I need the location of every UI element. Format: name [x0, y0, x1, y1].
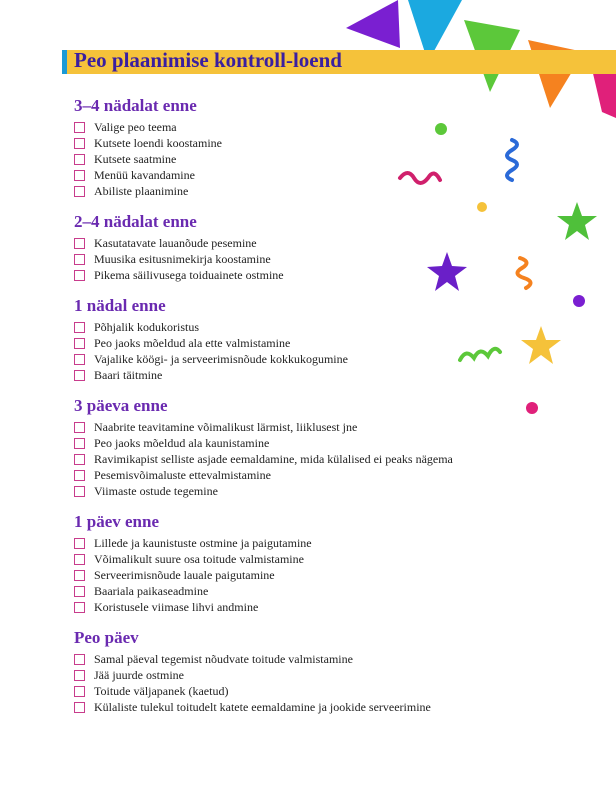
checkbox[interactable]	[74, 470, 85, 481]
checkbox[interactable]	[74, 170, 85, 181]
checklist-item-label: Võimalikult suure osa toitude valmistamine	[94, 552, 304, 566]
checklist-item	[74, 599, 554, 615]
checklist-item	[74, 683, 554, 699]
checklist-section	[74, 627, 554, 715]
checkbox[interactable]	[74, 670, 85, 681]
confetti-dot	[573, 295, 585, 307]
checklist-item-label: Toitude väljapanek (kaetud)	[94, 684, 229, 698]
checklist-item	[74, 535, 554, 551]
checklist-item	[74, 551, 554, 567]
checklist-item-label: Koristusele viimase lihvi andmine	[94, 600, 259, 614]
checklist-item	[74, 699, 554, 715]
checkbox[interactable]	[74, 570, 85, 581]
checklist-section	[74, 511, 554, 615]
checklist-item-label: Serveerimisnõude lauale paigutamine	[94, 568, 275, 582]
checklist-item-label: Abiliste plaanimine	[94, 184, 189, 198]
checklist-section	[74, 395, 554, 499]
title-accent	[62, 50, 67, 74]
checklist-item-label: Peo jaoks mõeldud ala ette valmistamine	[94, 336, 291, 350]
checklist-item-label: Baari täitmine	[94, 368, 163, 382]
checkbox[interactable]	[74, 138, 85, 149]
checklist-section	[74, 95, 554, 199]
checkbox[interactable]	[74, 422, 85, 433]
bunting-flag-purple	[346, 0, 400, 48]
checkbox[interactable]	[74, 486, 85, 497]
checklist-item	[74, 367, 554, 383]
checkbox[interactable]	[74, 454, 85, 465]
checklist-item	[74, 483, 554, 499]
checklist-item-label: Põhjalik kodukoristus	[94, 320, 200, 334]
checklist-item	[74, 151, 554, 167]
checklist-item	[74, 567, 554, 583]
checklist-item	[74, 235, 554, 251]
checklist-item	[74, 435, 554, 451]
checkbox[interactable]	[74, 322, 85, 333]
section-heading: 1 päev enne	[74, 512, 159, 531]
checklist-item-label: Menüü kavandamine	[94, 168, 195, 182]
checklist-item-label: Viimaste ostude tegemine	[94, 484, 218, 498]
checklist-item-label: Naabrite teavitamine võimalikust lärmist, liiklusest jne	[94, 420, 358, 434]
checkbox[interactable]	[74, 554, 85, 565]
checkbox[interactable]	[74, 370, 85, 381]
title-bar	[62, 50, 616, 74]
checklist-section	[74, 211, 554, 283]
checklist-item-label: Valige peo teema	[94, 120, 177, 134]
checkbox[interactable]	[74, 354, 85, 365]
checkbox[interactable]	[74, 702, 85, 713]
checklist-item	[74, 451, 554, 467]
checklist-item-label: Külaliste tulekul toitudelt katete eemaldamine ja jookide serveerimine	[94, 700, 431, 714]
checklist-item-label: Lillede ja kaunistuste ostmine ja paigutamine	[94, 536, 312, 550]
checkbox[interactable]	[74, 270, 85, 281]
checkbox[interactable]	[74, 586, 85, 597]
checklist-item-label: Peo jaoks mõeldud ala kaunistamine	[94, 436, 270, 450]
checkbox[interactable]	[74, 254, 85, 265]
section-heading: 2–4 nädalat enne	[74, 212, 197, 231]
checklist-item-label: Pesemisvõimaluste ettevalmistamine	[94, 468, 271, 482]
checkbox[interactable]	[74, 438, 85, 449]
checklist-item-label: Pikema säilivusega toiduainete ostmine	[94, 268, 284, 282]
page-title: Peo plaanimise kontroll-loend	[74, 48, 342, 72]
section-heading: 3–4 nädalat enne	[74, 96, 197, 115]
checklist-section	[74, 295, 554, 383]
star-shape-green	[557, 202, 597, 240]
checklist	[74, 95, 554, 727]
checklist-item-label: Muusika esitusnimekirja koostamine	[94, 252, 271, 266]
checklist-item	[74, 351, 554, 367]
checklist-item-label: Baariala paikaseadmine	[94, 584, 209, 598]
section-heading: 3 päeva enne	[74, 396, 168, 415]
checklist-item	[74, 119, 554, 135]
checklist-item	[74, 335, 554, 351]
checkbox[interactable]	[74, 154, 85, 165]
checklist-item	[74, 583, 554, 599]
checkbox[interactable]	[74, 602, 85, 613]
checklist-item	[74, 467, 554, 483]
checkbox[interactable]	[74, 686, 85, 697]
checklist-item	[74, 135, 554, 151]
checklist-item-label: Samal päeval tegemist nõudvate toitude valmistamine	[94, 652, 353, 666]
checklist-item-label: Kutsete loendi koostamine	[94, 136, 222, 150]
checklist-item	[74, 167, 554, 183]
checkbox[interactable]	[74, 338, 85, 349]
checkbox[interactable]	[74, 122, 85, 133]
checkbox[interactable]	[74, 654, 85, 665]
checklist-item	[74, 267, 554, 283]
checklist-item	[74, 319, 554, 335]
section-heading: 1 nädal enne	[74, 296, 166, 315]
checklist-item-label: Jää juurde ostmine	[94, 668, 184, 682]
checklist-item-label: Ravimikapist selliste asjade eemaldamine, mida külalised ei peaks nägema	[94, 452, 453, 466]
checklist-item	[74, 183, 554, 199]
checklist-item-label: Kasutatavate lauanõude pesemine	[94, 236, 257, 250]
checkbox[interactable]	[74, 186, 85, 197]
checklist-item	[74, 419, 554, 435]
checklist-item	[74, 667, 554, 683]
checklist-item-label: Vajalike köögi- ja serveerimisnõude kokkukogumine	[94, 352, 348, 366]
checkbox[interactable]	[74, 238, 85, 249]
checklist-item	[74, 651, 554, 667]
checklist-item-label: Kutsete saatmine	[94, 152, 177, 166]
checkbox[interactable]	[74, 538, 85, 549]
section-heading: Peo päev	[74, 628, 139, 647]
checklist-item	[74, 251, 554, 267]
